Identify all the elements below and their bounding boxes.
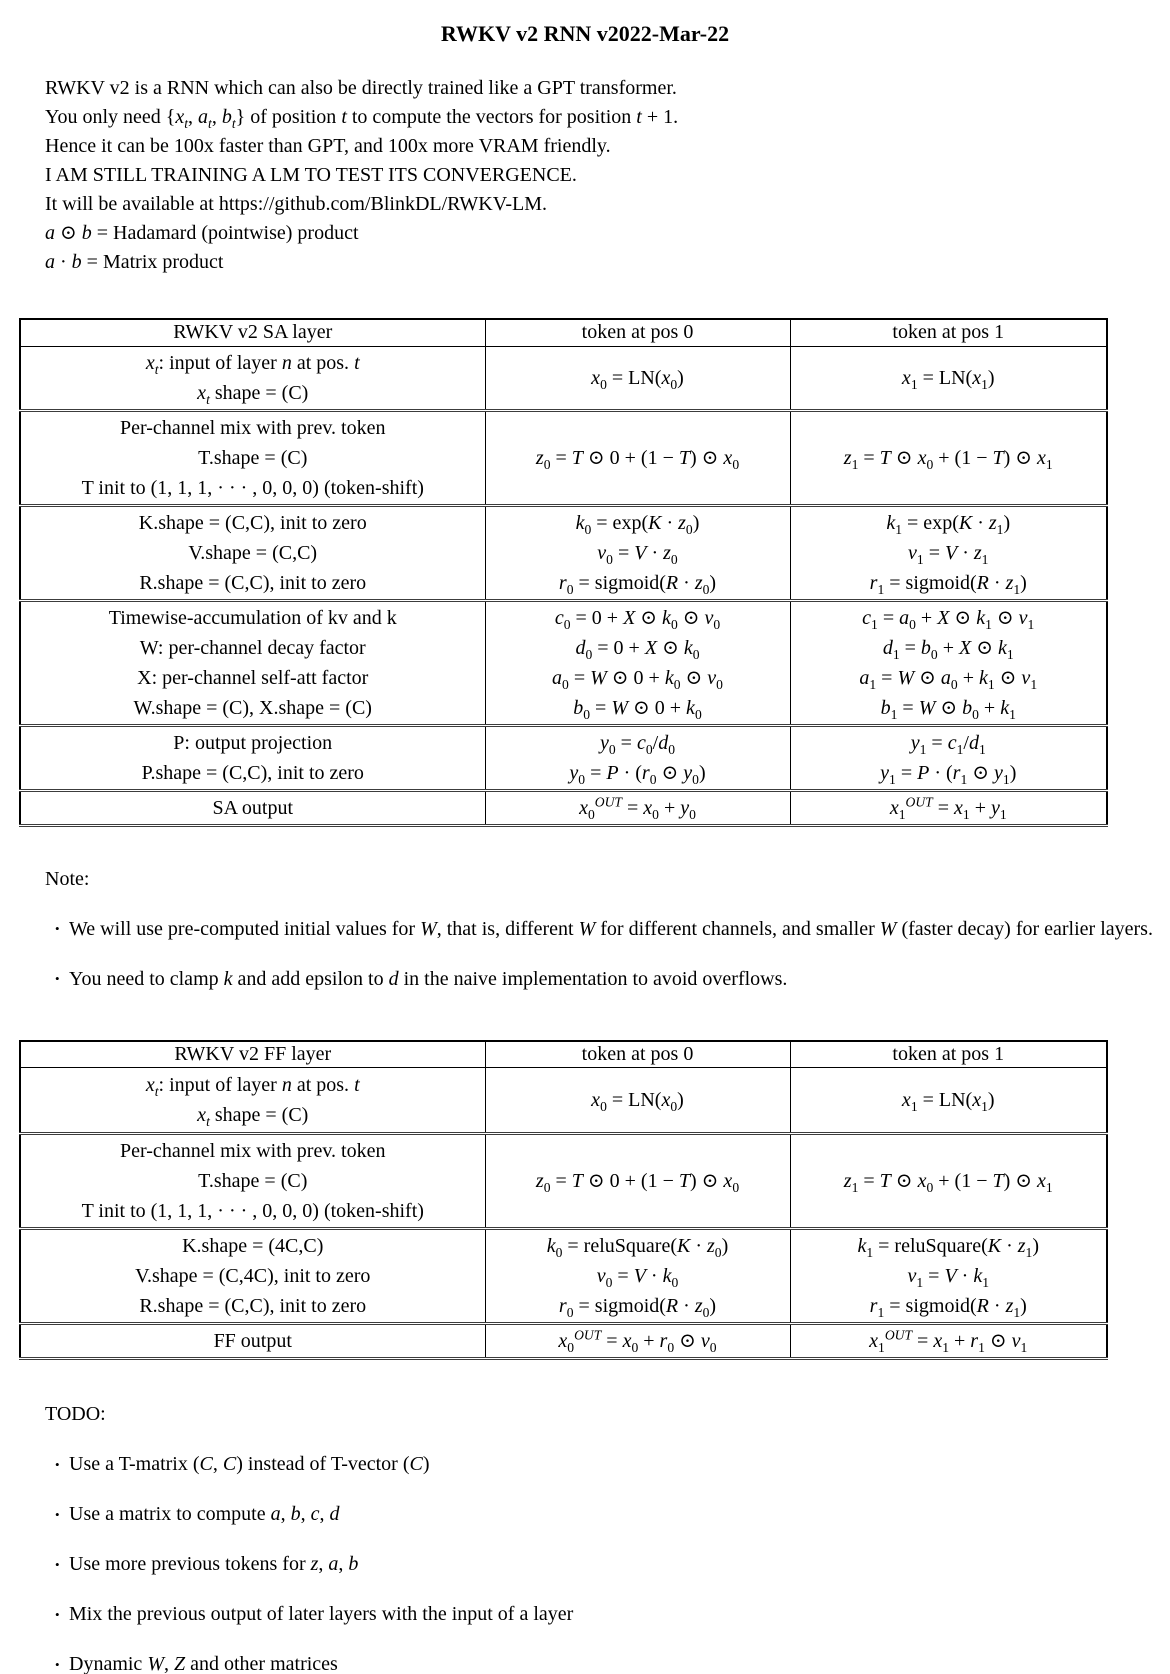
list-item [55, 964, 1170, 994]
bullet-icon: • [55, 1557, 60, 1572]
note-item-text: You need to clamp k and add epsilon to d in the naive implementation to avoid overflows. [69, 967, 788, 990]
sa-row-projection-pos1: $y_1 = c_1/d_1$ $y_1 = P \cdot (r_1$ ⊙ $y_1$) [790, 725, 1107, 790]
sa-col-header-pos0: token at pos 0 [485, 319, 790, 346]
sa-row-output-desc: SA output [20, 790, 485, 825]
table-row [20, 410, 1107, 505]
ff-layer-table [19, 1040, 1108, 1361]
bullet-icon: • [55, 920, 60, 936]
table-row [20, 1134, 1107, 1229]
note-label: Note: [45, 867, 90, 890]
sa-row-accum-pos0: $c_0 = 0 + X$ ⊙ $k_0$ ⊙ $v_0$ $d_0 = 0 + X$ ⊙ $k_0$ $a_0 = W$ ⊙ $0 + k_0$ ⊙ $v_0$ $b_0 = W$ ⊙ $0 + k_0$ [485, 600, 790, 725]
ff-row-kvr-pos0: $k_0$ = reluSquare(K · $z_0$) $v_0 = V \cdot k_0$ $r_0$ = sigmoid(R · $z_0$) [485, 1229, 790, 1324]
sa-row-input-pos1: $x_1 = LN(x_1)$ [790, 346, 1107, 410]
ff-col-header-pos1: token at pos 1 [790, 1041, 1107, 1068]
todo-item-text: Use a T-matrix (C, C) instead of T-vector (C) [69, 1453, 430, 1475]
sa-row-kvr-pos0: $k_0 = \exp(K \cdot z_0)$ $v_0 = V \cdot z_0$ $r_0$ = sigmoid(R · $z_0$) [485, 505, 790, 600]
sa-row-tokenmix-desc: Per-channel mix with prev. token T.shape = (C) T init to (1, 1, 1, · · · , 0, 0, 0) (token-shift) [20, 410, 485, 505]
table-row [20, 1068, 1107, 1134]
note-section [0, 865, 1170, 994]
ff-row-kvr-pos1: $k_1$ = reluSquare(K · $z_1$) $v_1 = V \cdot k_1$ $r_1$ = sigmoid(R · $z_1$) [790, 1229, 1107, 1324]
sa-row-projection-pos0: $y_0 = c_0/d_0$ $y_0 = P \cdot (r_0$ ⊙ $y_0$) [485, 725, 790, 790]
sa-row-input-desc: $x_t$: input of layer n at pos. t $x_t$ shape = (C) [20, 346, 485, 410]
intro-line: You only need {$x_t$, $a_t$, $b_t$} of position t to compute the vectors for position t + 1. [45, 106, 679, 131]
list-item [55, 1650, 1170, 1674]
intro-line-matrix-def: a · b = Matrix product [45, 251, 224, 273]
sa-row-input-pos0: $x_0 = LN(x_0)$ [485, 346, 790, 410]
list-item [55, 1500, 1170, 1529]
ff-row-input-pos0: $x_0 = LN(x_0)$ [485, 1068, 790, 1134]
ff-row-output-pos0: $x_0^{OUT} = x_0 + r_0$ ⊙ $v_0$ [485, 1324, 790, 1359]
ff-col-header-pos0: token at pos 0 [485, 1041, 790, 1068]
sa-row-projection-desc: P: output projection P.shape = (C,C), init to zero [20, 725, 485, 790]
bullet-icon: • [55, 1507, 60, 1522]
ff-row-kvr-desc: K.shape = (4C,C) V.shape = (C,4C), init to zero R.shape = (C,C), init to zero [20, 1229, 485, 1324]
ff-row-output-desc: FF output [20, 1324, 485, 1359]
list-item [55, 1600, 1170, 1629]
todo-item-text: Use more previous tokens for z, a, b [69, 1553, 359, 1575]
sa-row-kvr-pos1: $k_1 = \exp(K \cdot z_1)$ $v_1 = V \cdot z_1$ $r_1$ = sigmoid(R · $z_1$) [790, 505, 1107, 600]
intro-line: I AM STILL TRAINING A LM TO TEST ITS CONVERGENCE. [45, 164, 577, 186]
bullet-icon: • [55, 1457, 60, 1472]
todo-item-text: Use a matrix to compute a, b, c, d [69, 1503, 340, 1525]
bullet-icon: • [55, 970, 60, 986]
sa-row-output-pos0: $x_0^{OUT} = x_0 + y_0$ [485, 790, 790, 825]
bullet-icon: • [55, 1657, 60, 1672]
table-row [20, 1229, 1107, 1324]
sa-col-header-pos1: token at pos 1 [790, 319, 1107, 346]
ff-row-tokenmix-pos1: $z_1 = T$ ⊙ $x_0 + (1 - T)$ ⊙ $x_1$ [790, 1134, 1107, 1229]
todo-label: TODO: [45, 1403, 106, 1425]
sa-row-accum-desc: Timewise-accumulation of kv and k W: per-channel decay factor X: per-channel self-att factor W.shape = (C), X.shape = (C) [20, 600, 485, 725]
ff-row-input-pos1: $x_1 = LN(x_1)$ [790, 1068, 1107, 1134]
ff-row-tokenmix-desc: Per-channel mix with prev. token T.shape = (C) T init to (1, 1, 1, · · · , 0, 0, 0) (token-shift) [20, 1134, 485, 1229]
ff-row-input-desc: $x_t$: input of layer n at pos. t $x_t$ shape = (C) [20, 1068, 485, 1134]
sa-row-tokenmix-pos1: $z_1 = T$ ⊙ $x_0 + (1 - T)$ ⊙ $x_1$ [790, 410, 1107, 505]
intro-paragraph [45, 74, 1170, 277]
sa-table-header-row [20, 319, 1107, 346]
table-row [20, 600, 1107, 725]
list-item [55, 1450, 1170, 1479]
table-row [20, 346, 1107, 410]
ff-table-title: RWKV v2 FF layer [20, 1041, 485, 1068]
list-item [55, 1550, 1170, 1579]
todo-section [0, 1400, 1170, 1674]
note-item-text: We will use pre-computed initial values for W, that is, different W for different channels, and smaller W (faster decay) for earlier layers. [69, 917, 1153, 940]
intro-line: RWKV v2 is a RNN which can also be directly trained like a GPT transformer. [45, 77, 677, 99]
list-item [55, 914, 1170, 944]
ff-row-output-pos1: $x_1^{OUT} = x_1 + r_1$ ⊙ $v_1$ [790, 1324, 1107, 1359]
intro-line-repo-url: It will be available at https://github.com/BlinkDL/RWKV-LM. [45, 193, 547, 215]
sa-row-accum-pos1: $c_1 = a_0 + X$ ⊙ $k_1$ ⊙ $v_1$ $d_1 = b_0 + X$ ⊙ $k_1$ $a_1 = W$ ⊙ $a_0 + k_1$ ⊙ $v_1$ $b_1 = W$ ⊙ $b_0 + k_1$ [790, 600, 1107, 725]
todo-item-text: Dynamic W, Z and other matrices [69, 1653, 338, 1674]
table-row [20, 790, 1107, 825]
table-row [20, 505, 1107, 600]
sa-row-kvr-desc: K.shape = (C,C), init to zero V.shape = (C,C) R.shape = (C,C), init to zero [20, 505, 485, 600]
intro-line-hadamard-def: a ⊙ b = Hadamard (pointwise) product [45, 222, 359, 244]
sa-layer-table [19, 318, 1108, 827]
bullet-icon: • [55, 1607, 60, 1622]
page-title: RWKV v2 RNN v2022-Mar-22 [440, 21, 730, 46]
table-row [20, 1324, 1107, 1359]
todo-item-text: Mix the previous output of later layers with the input of a layer [69, 1603, 574, 1625]
ff-row-tokenmix-pos0: $z_0 = T$ ⊙ 0 + (1 − T) ⊙ $x_0$ [485, 1134, 790, 1229]
sa-row-output-pos1: $x_1^{OUT} = x_1 + y_1$ [790, 790, 1107, 825]
sa-table-title: RWKV v2 SA layer [20, 319, 485, 346]
intro-line: Hence it can be 100x faster than GPT, and 100x more VRAM friendly. [45, 135, 611, 157]
table-row [20, 725, 1107, 790]
sa-row-tokenmix-pos0: $z_0 = T$ ⊙ 0 + (1 − T) ⊙ $x_0$ [485, 410, 790, 505]
ff-table-header-row [20, 1041, 1107, 1068]
